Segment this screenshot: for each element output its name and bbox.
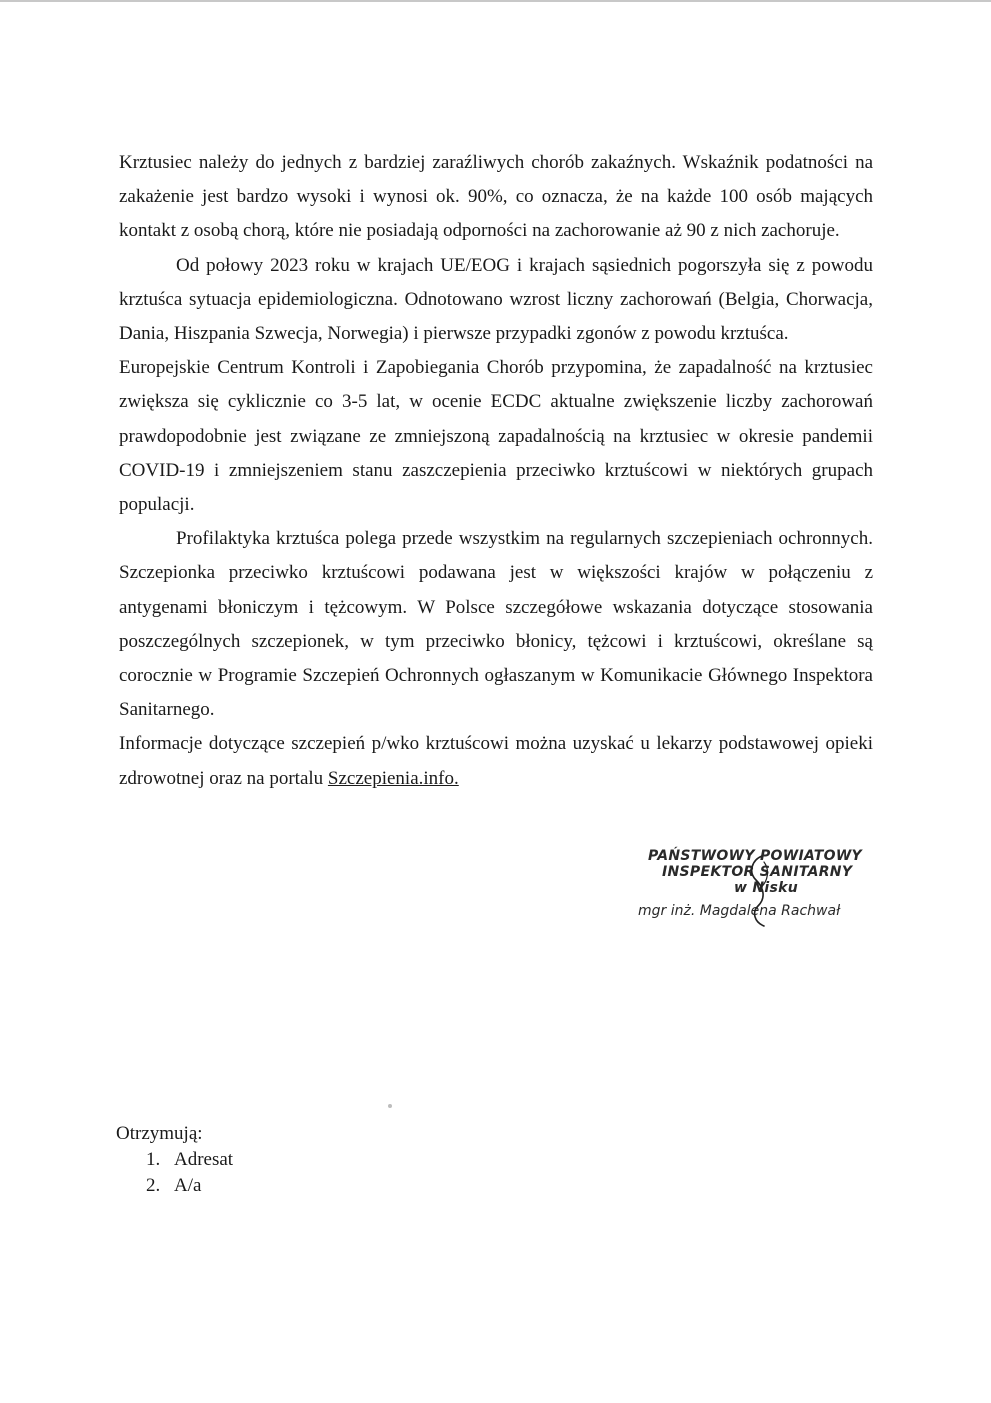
recipients-section [116,1121,233,1199]
recipients-list [116,1147,233,1199]
scan-speck [388,1104,392,1108]
page-top-border [0,0,991,2]
stamp-line-title: INSPEKTOR SANITARNY [662,864,853,880]
list-item-number: 1. [146,1149,161,1170]
recipients-heading: Otrzymują: [116,1123,203,1144]
paragraph-epidemiological-situation: Od połowy 2023 roku w krajach UE/EOG i krajach sąsiednich pogorszyła się z powodu krztuśca sytuacja epidemiologiczna. Odnotowano wzrost liczny zachorowań (Belgia, Chorwacja, Dania, Hiszpania Szwecja, Norwegia) i pierwsze przypadki zgonów z powodu krztuśca. [119,254,873,345]
paragraph-ecdc-reminder: Europejskie Centrum Kontroli i Zapobiegania Chorób przypomina, że zapadalność na krztusiec zwiększa się cyklicznie co 3-5 lat, w ocenie ECDC aktualne zwiększenie liczby zachorowań prawdopodobnie jest związane ze zmniejszoną zapadalnością na krztusiec w okresie pandemii COVID-19 i zmniejszeniem stanu zaszczepienia przeciwko krztuścowi w niektórych grupach populacji. [119,357,873,516]
szczepienia-info-link[interactable]: Szczepienia.info. [327,767,459,789]
stamp-line-office: PAŃSTWOWY POWIATOWY [648,848,862,864]
handwritten-signature [744,850,774,930]
stamp-line-location: w Nisku [734,880,799,896]
paragraph-vaccination-info [119,727,873,795]
paragraph-pertussis-contagiousness: Krztusiec należy do jednych z bardziej zaraźliwych chorób zakaźnych. Wskaźnik podatności na zakażenie jest bardzo wysoki i wynosi ok. 90%, co oznacza, że na każde 100 osób mających kontakt z osobą chorą, które nie posiadają odporności na zachorowanie aż 90 z nich zachoruje. [119,152,873,242]
vaccination-info-text: Informacje dotyczące szczepień p/wko krztuścowi można uzyskać u lekarzy podstawowej opieki zdrowotnej oraz na portalu [119,733,873,789]
list-item [116,1147,233,1173]
list-item-label: Adresat [174,1149,234,1170]
list-item-label: A/a [174,1175,202,1196]
letter-body [119,146,873,796]
stamp-signatory-name: mgr inż. Magdalena Rachwał [638,903,841,919]
list-item [116,1173,233,1199]
list-item-number: 2. [146,1175,161,1196]
paragraph-prevention: Profilaktyka krztuśca polega przede wszystkim na regularnych szczepieniach ochronnych. Szczepionka przeciwko krztuścowi podawana jest w większości krajów w połączeniu z antygenami błoniczym i tężcowym. W Polsce szczegółowe wskazania dotyczące stosowania poszczególnych szczepionek, w tym przeciwko błonicy, tężcowi i krztuścowi, określane są corocznie w Programie Szczepień Ochronnych ogłaszanym w Komunikacie Głównego Inspektora Sanitarnego. [119,528,873,721]
